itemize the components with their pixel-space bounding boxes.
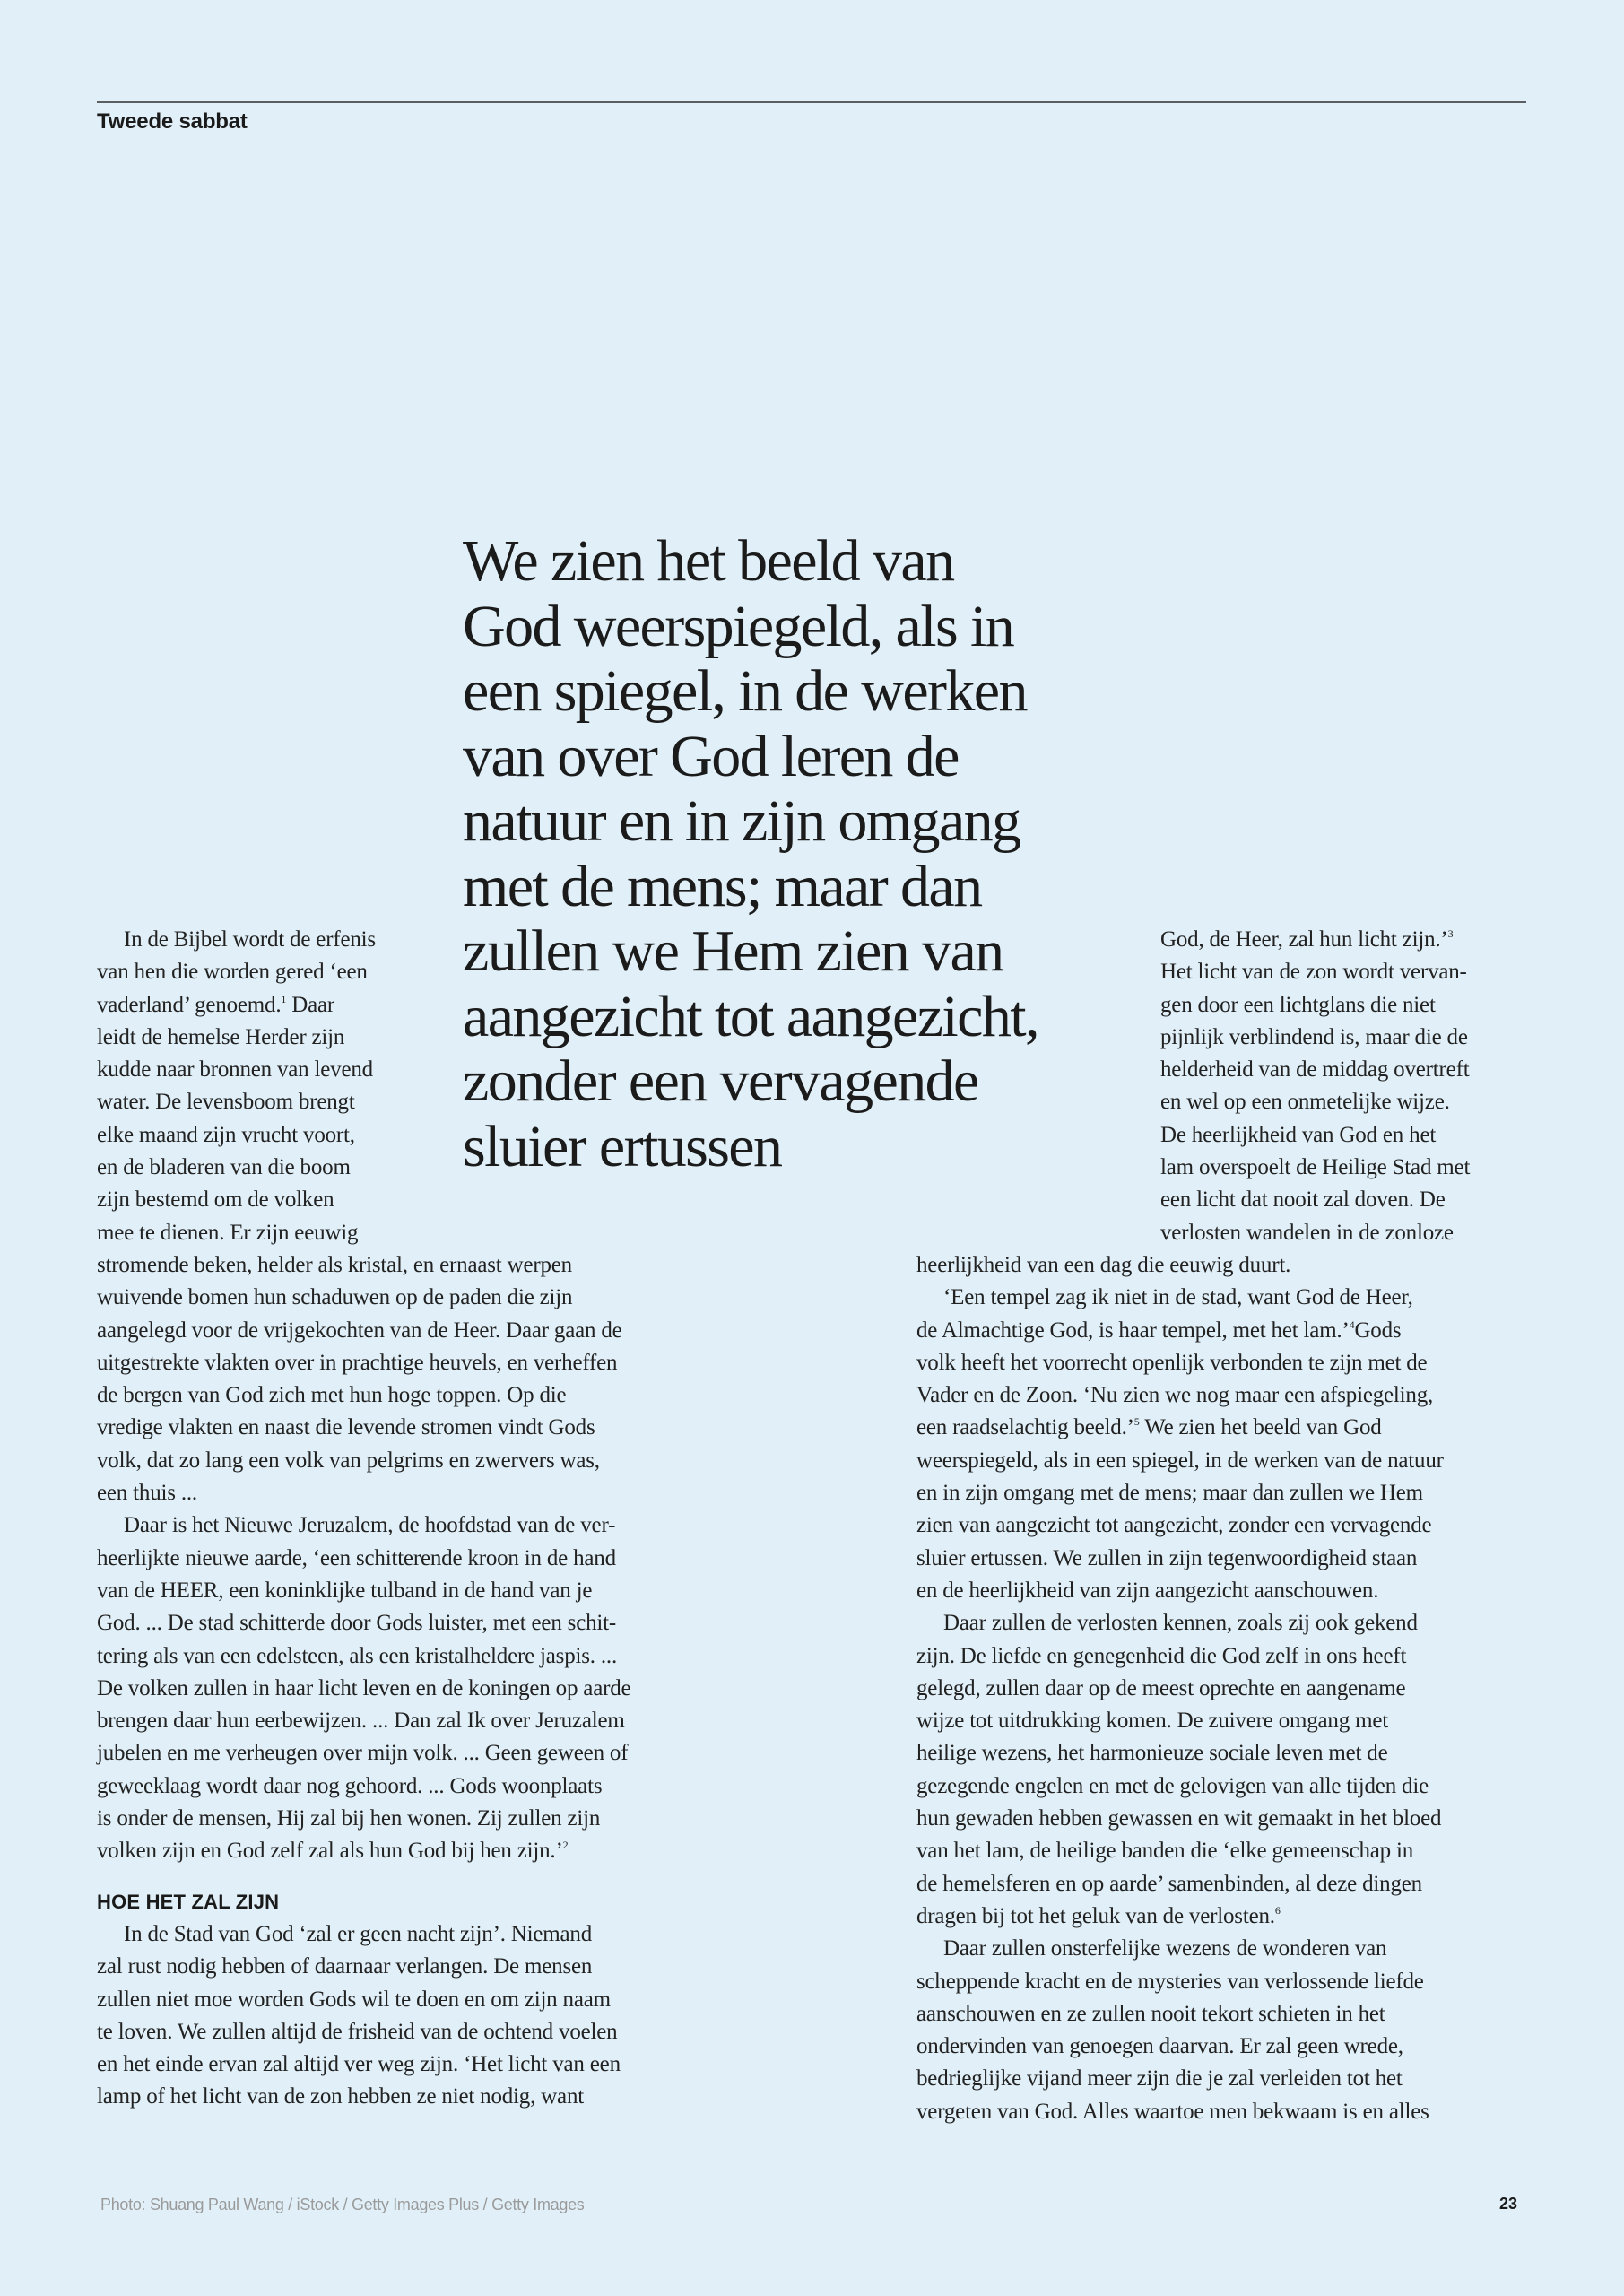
pull-quote-line: zonder een vervagende <box>463 1048 978 1114</box>
text-line: vredige vlakten en naast die levende stromen vindt Gods <box>97 1415 595 1440</box>
photo-credit: Photo: Shuang Paul Wang / iStock / Getty Images Plus / Getty Images <box>100 2196 585 2213</box>
left-column-narrow <box>97 924 376 1249</box>
text-line: gen door een lichtglans die niet <box>1160 992 1436 1017</box>
footnote-marker: 6 <box>1274 1903 1281 1917</box>
footnote-marker: 3 <box>1447 927 1454 940</box>
pull-quote <box>463 529 1171 1179</box>
section-subheading: HOE HET ZAL ZIJN <box>97 1890 280 1913</box>
text-line: De heerlijkheid van God en het <box>1160 1122 1437 1147</box>
text-fragment: We zien het beeld van God <box>1139 1415 1382 1440</box>
text-line: stromende beken, helder als kristal, en ernaast werpen <box>97 1253 572 1277</box>
text-line: heerlijkte nieuwe aarde, ‘een schitterende kroon in de hand <box>97 1545 616 1570</box>
text-line: helderheid van de middag overtreft <box>1160 1057 1470 1083</box>
text-line: lamp of het licht van de zon hebben ze niet nodig, want <box>97 2084 584 2109</box>
text-line: jubelen en me verheugen over mijn volk. ... Geen geween of <box>97 1741 629 1766</box>
pull-quote-line: aangezicht tot aangezicht, <box>463 983 1038 1049</box>
text-line: lam overspoelt de Heilige Stad met <box>1160 1155 1471 1180</box>
text-line: God. ... De stad schitterde door Gods luister, met een schit- <box>97 1611 617 1636</box>
text-fragment: een raadselachtig beeld.’ <box>916 1415 1134 1440</box>
text-line: zijn. De liefde en genegenheid die God zelf in ons heeft <box>916 1643 1407 1668</box>
text-line: Het licht van de zon wordt vervan- <box>1160 960 1467 985</box>
text-line: vergeten van God. Alles waartoe men bekwaam is en alles <box>916 2099 1429 2124</box>
text-fragment: dragen bij tot het geluk van de verlosten. <box>916 1903 1275 1928</box>
text-line: van de HEER, een koninklijke tulband in de hand van je <box>97 1578 593 1603</box>
text-line: Vader en de Zoon. ‘Nu zien we nog maar een afspiegeling, <box>916 1383 1434 1408</box>
text-line: brengen daar hun eerbewijzen. ... Dan zal Ik over Jeruzalem <box>97 1709 625 1734</box>
text-line: een licht dat nooit zal doven. De <box>1160 1187 1446 1213</box>
text-line: tering als van een edelsteen, als een kristalheldere jaspis. ... <box>97 1643 618 1668</box>
text-line: en het einde ervan zal altijd ver weg zijn. ‘Het licht van een <box>97 2052 621 2077</box>
text-fragment: vaderland’ genoemd. <box>97 992 282 1017</box>
page-number: 23 <box>1499 2195 1518 2213</box>
text-line: te loven. We zullen altijd de frisheid van de ochtend voelen <box>97 2019 618 2044</box>
pull-quote-line: We zien het beeld van <box>463 528 954 594</box>
text-line: van hen die worden gered ‘een <box>97 960 368 985</box>
text-line: Daar is het Nieuwe Jeruzalem, de hoofdstad van de ver- <box>124 1513 616 1538</box>
footnote-marker: 5 <box>1133 1415 1140 1429</box>
text-line: De volken zullen in haar licht leven en de koningen op aarde <box>97 1675 631 1700</box>
text-fragment: volken zijn en God zelf zal als hun God bij hen zijn.’ <box>97 1839 563 1864</box>
footnote-marker: 1 <box>281 992 287 1005</box>
text-line: hun gewaden hebben gewassen en wit gemaakt in het bloed <box>916 1806 1442 1831</box>
text-line: aangelegd voor de vrijgekochten van de Heer. Daar gaan de <box>97 1318 622 1343</box>
text-line: de hemelsferen en op aarde’ samenbinden, al deze dingen <box>916 1871 1422 1896</box>
text-line: wuivende bomen hun schaduwen op de paden die zijn <box>97 1285 573 1310</box>
text-fragment: God, de Heer, zal hun licht zijn.’ <box>1160 927 1448 952</box>
pull-quote-line: God weerspiegeld, als in <box>463 593 1014 659</box>
text-fragment: de Almachtige God, is haar tempel, met het lam.’ <box>916 1318 1350 1343</box>
left-column-wide <box>97 1249 630 2114</box>
pull-quote-line: een spiegel, in de werken <box>463 658 1027 724</box>
footnote-marker: 4 <box>1349 1318 1355 1331</box>
text-line: volk heeft het voorrecht openlijk verbonden te zijn met de <box>916 1350 1428 1375</box>
text-line <box>916 1412 1444 1444</box>
right-column-wide <box>916 1249 1444 2128</box>
text-line: weerspiegeld, als in een spiegel, in de werken van de natuur <box>916 1448 1444 1473</box>
text-line <box>916 1900 1444 1933</box>
pull-quote-line: sluier ertussen <box>463 1113 782 1179</box>
text-line: zijn bestemd om de volken <box>97 1187 334 1213</box>
text-line: kudde naar bronnen van levend <box>97 1057 373 1083</box>
text-fragment: Gods <box>1354 1318 1402 1343</box>
text-line: een thuis ... <box>97 1481 197 1506</box>
text-line: heilige wezens, het harmonieuze sociale leven met de <box>916 1741 1388 1766</box>
text-line: zien van aangezicht tot aangezicht, zonder een vervagende <box>916 1513 1432 1538</box>
text-line: In de Stad van God ‘zal er geen nacht zijn’. Niemand <box>124 1921 593 1946</box>
text-line: Daar zullen de verlosten kennen, zoals zij ook gekend <box>943 1611 1418 1636</box>
text-line: uitgestrekte vlakten over in prachtige heuvels, en verheffen <box>97 1350 618 1375</box>
text-line: heerlijkheid van een dag die eeuwig duurt. <box>916 1253 1291 1277</box>
text-line: sluier ertussen. We zullen in zijn tegenwoordigheid staan <box>916 1545 1418 1570</box>
text-line <box>97 1835 630 1867</box>
pull-quote-line: zullen we Hem zien van <box>463 918 1003 984</box>
text-line: zal rust nodig hebben of daarnaar verlangen. De mensen <box>97 1954 593 1979</box>
pull-quote-line: met de mens; maar dan <box>463 853 982 919</box>
text-line: geweeklaag wordt daar nog gehoord. ... Gods woonplaats <box>97 1773 603 1798</box>
text-line: water. De levensboom brengt <box>97 1090 355 1115</box>
text-line: volk, dat zo lang een volk van pelgrims en zwervers was, <box>97 1448 600 1473</box>
text-line: mee te dienen. Er zijn eeuwig <box>97 1220 359 1245</box>
text-line: In de Bijbel wordt de erfenis <box>124 927 376 952</box>
text-line: ondervinden van genoegen daarvan. Er zal geen wrede, <box>916 2034 1403 2059</box>
text-line: en wel op een onmetelijke wijze. <box>1160 1090 1450 1115</box>
text-line: scheppende kracht en de mysteries van verlossende liefde <box>916 1969 1424 1994</box>
right-column-narrow <box>1160 924 1470 1249</box>
text-line: en de heerlijkheid van zijn aangezicht aanschouwen. <box>916 1578 1379 1603</box>
text-line: bedrieglijke vijand meer zijn die je zal verleiden tot het <box>916 2066 1403 2092</box>
text-line: aanschouwen en ze zullen nooit tekort schieten in het <box>916 2001 1385 2026</box>
text-line: en de bladeren van die boom <box>97 1155 351 1180</box>
text-line: pijnlijk verblindend is, maar die de <box>1160 1024 1468 1049</box>
text-fragment: Daar <box>286 992 335 1017</box>
text-line: de bergen van God zich met hun hoge toppen. Op die <box>97 1383 567 1408</box>
text-line: en in zijn omgang met de mens; maar dan zullen we Hem <box>916 1481 1423 1506</box>
text-line: leidt de hemelse Herder zijn <box>97 1024 345 1049</box>
text-line: elke maand zijn vrucht voort, <box>97 1122 355 1147</box>
text-line: verlosten wandelen in de zonloze <box>1160 1220 1454 1245</box>
text-line <box>97 989 376 1022</box>
text-line: wijze tot uitdrukking komen. De zuivere omgang met <box>916 1709 1388 1734</box>
text-line: Daar zullen onsterfelijke wezens de wonderen van <box>943 1936 1387 1961</box>
text-line: ‘Een tempel zag ik niet in de stad, want God de Heer, <box>943 1285 1413 1310</box>
section-label: Tweede sabbat <box>97 109 248 134</box>
text-line <box>1160 924 1470 956</box>
footnote-marker: 2 <box>562 1839 569 1852</box>
text-line: gezegende engelen en met de gelovigen van alle tijden die <box>916 1773 1429 1798</box>
text-line: is onder de mensen, Hij zal bij hen wonen. Zij zullen zijn <box>97 1806 601 1831</box>
header-rule <box>97 101 1526 103</box>
text-line <box>916 1315 1444 1347</box>
pull-quote-line: natuur en in zijn omgang <box>463 788 1020 854</box>
pull-quote-line: van over God leren de <box>463 723 959 789</box>
text-line: zullen niet moe worden Gods wil te doen en om zijn naam <box>97 1987 611 2012</box>
text-line: van het lam, de heilige banden die ‘elke gemeenschap in <box>916 1839 1414 1864</box>
text-line: gelegd, zullen daar op de meest oprechte en aangename <box>916 1675 1406 1700</box>
